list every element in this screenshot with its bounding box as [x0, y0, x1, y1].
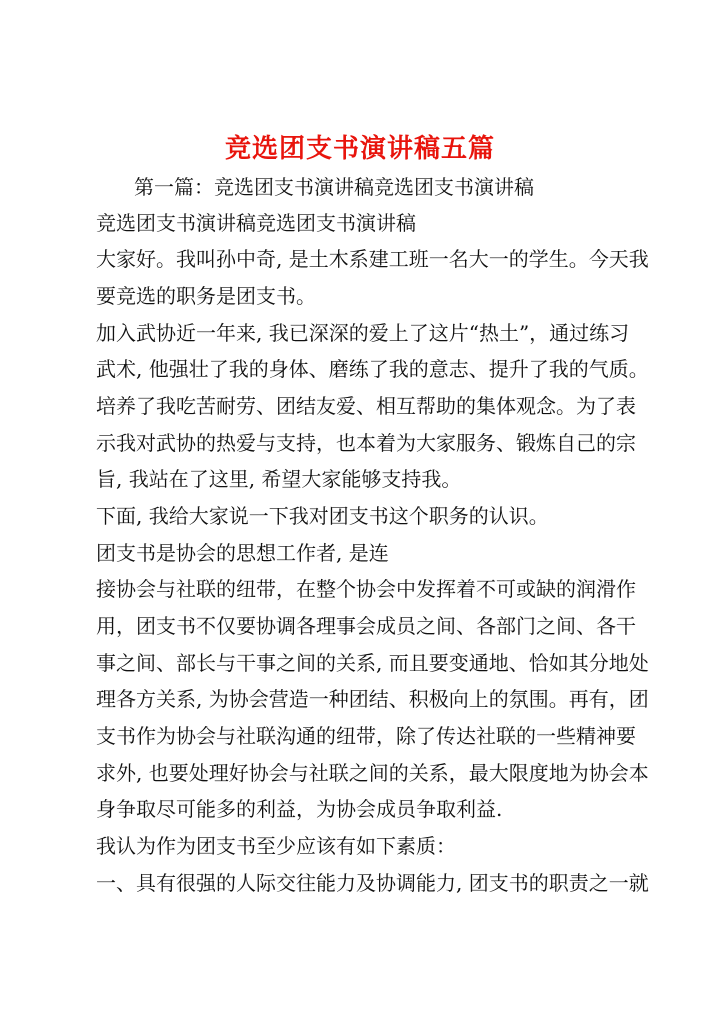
paragraph-line: 团支书是协会的思想工作者, 是连	[96, 541, 389, 565]
document-title: 竞选团支书演讲稿五篇	[224, 134, 495, 164]
paragraph-line: 大家好。我叫孙中奇, 是土木系建工班一名大一的学生。今天我	[96, 247, 649, 271]
section-heading: 第一篇：竞选团支书演讲稿竞选团支书演讲稿	[134, 175, 534, 199]
paragraph-line: 示我对武协的热爱与支持，也本着为大家服务、锻炼自己的宗	[96, 431, 636, 455]
paragraph-line: 我认为作为团支书至少应该有如下素质：	[96, 834, 456, 858]
paragraph-line: 武术, 他强壮了我的身体、磨练了我的意志、提升了我的气质。	[96, 357, 649, 381]
paragraph-line: 下面, 我给大家说一下我对团支书这个职务的认识。	[96, 504, 549, 528]
paragraph-line: 接协会与社联的纽带，在整个协会中发挥着不可或缺的润滑作	[96, 577, 636, 601]
paragraph-line: 求外, 也要处理好协会与社联之间的关系，最大限度地为协会本	[96, 761, 649, 785]
paragraph-line: 旨, 我站在了这里, 希望大家能够支持我。	[96, 467, 462, 491]
paragraph-line: 理各方关系, 为协会营造一种团结、积极向上的氛围。再有，团	[96, 687, 649, 711]
paragraph-line: 支书作为协会与社联沟通的纽带，除了传达社联的一些精神要	[96, 724, 636, 748]
paragraph-line: 身争取尽可能多的利益，为协会成员争取利益.	[96, 797, 503, 821]
paragraph-line: 事之间、部长与干事之间的关系, 而且要变通地、恰如其分地处	[96, 651, 649, 675]
paragraph-line: 一、具有很强的人际交往能力及协调能力, 团支书的职责之一就	[96, 871, 649, 895]
paragraph-line: 用，团支书不仅要协调各理事会成员之间、各部门之间、各干	[96, 614, 636, 638]
paragraph-line: 培养了我吃苦耐劳、团结友爱、相互帮助的集体观念。为了表	[96, 394, 636, 418]
paragraph-line: 竞选团支书演讲稿竞选团支书演讲稿	[96, 211, 416, 235]
paragraph-line: 加入武协近一年来, 我已深深的爱上了这片“热土”，通过练习	[96, 321, 630, 345]
paragraph-line: 要竞选的职务是团支书。	[96, 284, 316, 308]
